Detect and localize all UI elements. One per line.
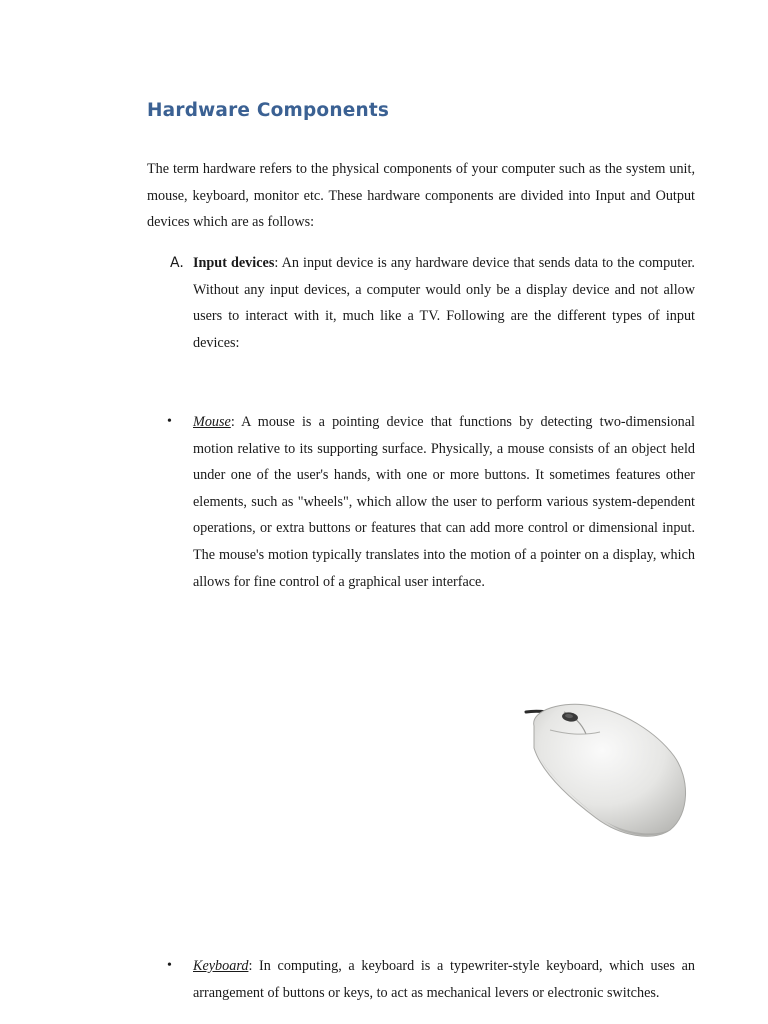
list-item-body [193,953,695,1006]
keyboard-text: : In computing, a keyboard is a typewriter-style keyboard, which uses an arrangement of buttons or keys, to act as mechanical levers or electronic switches. [193,958,695,1001]
list-item-body [193,409,695,595]
computer-mouse-icon [520,696,692,841]
page-title: Hardware Components [147,100,390,121]
intro-paragraph: The term hardware refers to the physical components of your computer such as the system unit, mouse, keyboard, monitor etc. These hardware components are divided into Input and Output devices which are as follows: [147,161,695,231]
list-item-body [193,250,695,356]
input-devices-text: : An input device is any hardware device that sends data to the computer. Without any input devices, a computer would only be a display device and not allow users to interact with it, much like a TV. Following are the different types of input devices: [193,255,695,351]
bullet-marker: • [167,414,172,429]
bullet-marker: • [167,958,172,973]
list-item-keyboard [167,953,695,1006]
term-keyboard: Keyboard [193,958,249,974]
term-mouse: Mouse [193,414,231,430]
list-marker: A. [170,255,184,271]
list-item-input-devices [170,250,695,356]
mouse-text: : A mouse is a pointing device that functions by detecting two-dimensional motion relative to its supporting surface. Physically, a mouse consists of an object held under one of the user's hands, with one or more buttons. It sometimes features other elements, such as "wheels", which allow the user to perform various system-dependent operations, or extra buttons or features that can add more control or dimensional input. The mouse's motion typically translates into the motion of a pointer on a display, which allows for fine control of a graphical user interface. [193,414,695,590]
term-input-devices: Input devices [193,255,275,271]
list-item-mouse [167,409,695,595]
